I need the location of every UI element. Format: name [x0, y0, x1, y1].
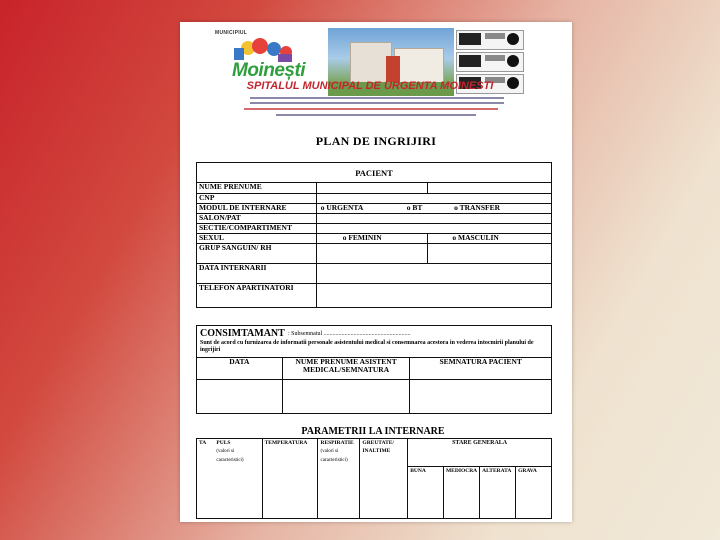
logo-moinesti-text: Moinești: [232, 60, 306, 81]
sectie-label: SECTIE/COMPARTIMENT: [197, 224, 317, 234]
data-internarii-field[interactable]: [316, 264, 551, 284]
document-page: [180, 22, 572, 522]
respiratie-label: [318, 439, 360, 519]
sectie-field[interactable]: [316, 224, 551, 234]
consimtamant-block: [196, 325, 552, 358]
hospital-name: SPITALUL MUNICIPAL DE URGENTA MOINESTI: [246, 80, 494, 92]
option-urgenta[interactable]: o URGENTA: [320, 203, 363, 212]
parametrii-heading: PARAMETRII LA INTERNARE: [301, 426, 445, 437]
puls-label: [214, 439, 262, 519]
stare-buna[interactable]: BUNA: [408, 467, 444, 519]
consimtamant-table: [196, 357, 552, 414]
data-cell[interactable]: [197, 380, 283, 414]
data-internarii-label: DATA INTERNARII: [197, 264, 317, 284]
subsemnatul-line: : Subsemnatul ..........................................................: [288, 331, 411, 337]
stare-grava[interactable]: GRAVA: [516, 467, 552, 519]
address-line: [276, 114, 476, 116]
nume-prenume-label: NUME PRENUME: [197, 183, 317, 194]
stare-alterata[interactable]: ALTERATA: [480, 467, 516, 519]
salon-pat-label: SALON/PAT: [197, 214, 317, 224]
grup-sanguin-field-2[interactable]: [428, 244, 552, 264]
puls-text: PULS: [216, 440, 231, 446]
modul-internare-options: [316, 204, 551, 214]
col-asistent: NUME PRENUME ASISTENT MEDICAL/SEMNATURA: [282, 358, 410, 380]
option-feminin[interactable]: o FEMININ: [316, 234, 428, 244]
telefon-field[interactable]: [316, 284, 551, 308]
nume-prenume-field-2[interactable]: [428, 183, 552, 194]
respiratie-sub: (valori si caracteristici): [320, 449, 348, 463]
modul-internare-label: MODUL DE INTERNARE: [197, 204, 317, 214]
option-masculin[interactable]: o MASCULIN: [428, 234, 552, 244]
option-transfer[interactable]: o TRANSFER: [454, 203, 501, 212]
option-bt[interactable]: o BT: [406, 203, 423, 212]
parametrii-table: [196, 438, 552, 519]
temperatura-label: TEMPERATURA: [262, 439, 318, 519]
pacient-table: [196, 162, 552, 308]
address-line: [244, 108, 498, 110]
cnp-label: CNP: [197, 194, 317, 204]
ta-label: TA: [197, 439, 215, 519]
col-pacient: SEMNATURA PACIENT: [410, 358, 552, 380]
telefon-label: TELEFON APARTINATORI: [197, 284, 317, 308]
pacient-cell[interactable]: [410, 380, 552, 414]
col-data: DATA: [197, 358, 283, 380]
address-line: [250, 102, 504, 104]
puls-sub: (valori si caracteristici): [216, 449, 244, 463]
grup-sanguin-field[interactable]: [316, 244, 428, 264]
logo-municipiul-text: MUNICIPIUL: [215, 30, 248, 36]
cnp-field[interactable]: [316, 194, 551, 204]
page-title: PLAN DE INGRIJIRI: [315, 134, 437, 148]
stare-generala-label: STARE GENERALA: [408, 439, 552, 467]
pacient-caption: PACIENT: [197, 163, 552, 183]
consimtamant-text: Sunt de acord cu furnizarea de informatii personale asistentului medical si consemnarea acestora in vederea intocmirii planului de ingrijiri: [200, 340, 534, 353]
address-line: [250, 97, 504, 99]
certification-badge: [456, 30, 524, 50]
asistent-cell[interactable]: [282, 380, 410, 414]
sexul-label: SEXUL: [197, 234, 317, 244]
consimtamant-heading: CONSIMTAMANT: [200, 328, 285, 339]
respiratie-text: RESPIRATIE: [320, 440, 354, 446]
salon-pat-field[interactable]: [316, 214, 551, 224]
certification-badge: [456, 52, 524, 72]
greutate-label: GREUTATE/ INALTIME: [360, 439, 408, 519]
grup-sanguin-label: GRUP SANGUIN/ RH: [197, 244, 317, 264]
nume-prenume-field[interactable]: [316, 183, 428, 194]
stare-mediocra[interactable]: MEDIOCRA: [443, 467, 479, 519]
